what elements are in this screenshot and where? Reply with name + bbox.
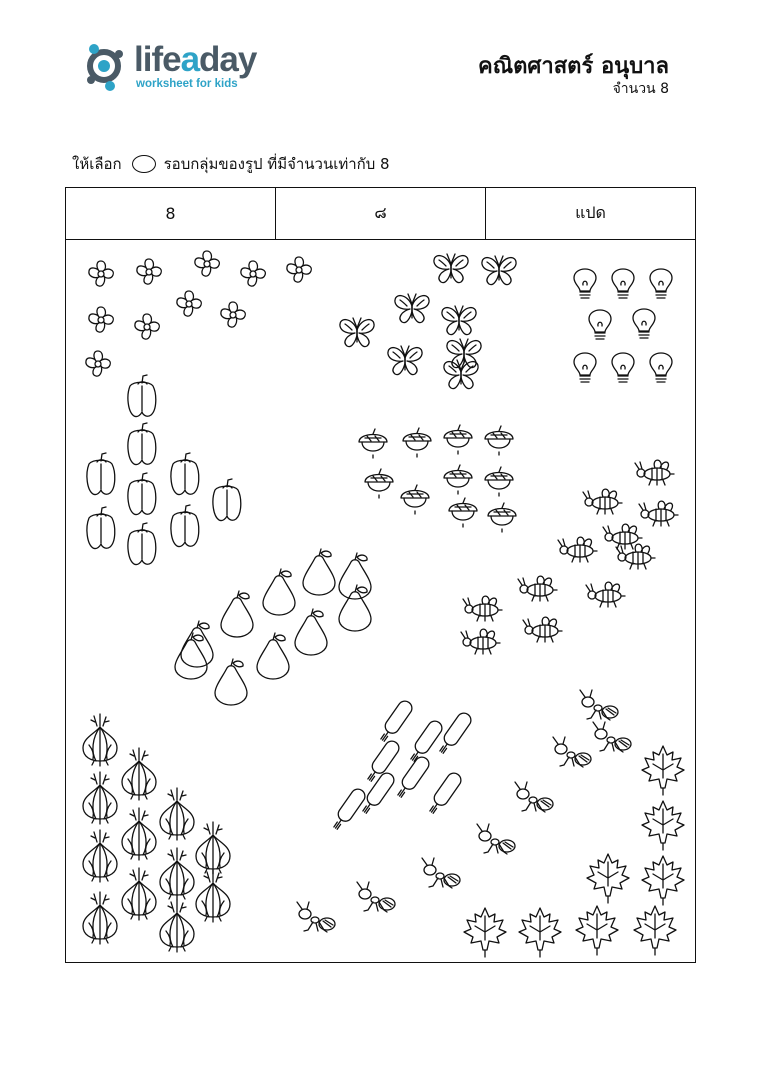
bell-pepper-picture <box>128 473 156 515</box>
ant-picture <box>553 737 591 767</box>
bell-pepper-picture <box>171 505 199 547</box>
butterfly-picture <box>447 339 481 368</box>
molecule-logo-icon <box>82 40 130 92</box>
bell-pepper-picture <box>171 453 199 495</box>
bell-pepper-picture <box>87 507 115 549</box>
ant-picture <box>515 782 553 812</box>
flower-picture <box>287 257 311 282</box>
ant-picture <box>422 858 460 888</box>
bee-group <box>461 460 678 654</box>
onion-picture <box>83 892 117 944</box>
pear-picture <box>295 609 327 655</box>
light-bulb-picture <box>612 269 634 298</box>
bell-pepper-group <box>87 375 241 565</box>
light-bulb-group <box>574 269 672 382</box>
ant-picture <box>297 902 335 932</box>
maple-leaf-picture <box>576 906 618 955</box>
acorn-picture <box>485 426 513 455</box>
acorn-picture <box>403 428 431 457</box>
butterfly-picture <box>482 256 516 285</box>
popsicle-picture <box>364 738 402 784</box>
onion-picture <box>196 822 230 874</box>
light-bulb-picture <box>574 353 596 382</box>
onion-picture <box>122 808 156 860</box>
onion-picture <box>160 788 194 840</box>
bell-pepper-picture <box>213 479 241 521</box>
picture-area <box>65 238 696 962</box>
light-bulb-picture <box>612 353 634 382</box>
maple-leaf-picture <box>519 908 561 957</box>
bell-pepper-picture <box>128 523 156 565</box>
acorn-picture <box>401 485 429 514</box>
bell-pepper-picture <box>87 453 115 495</box>
flower-picture <box>221 302 245 327</box>
light-bulb-picture <box>589 310 611 339</box>
onion-picture <box>83 772 117 824</box>
flower-picture <box>177 291 201 316</box>
acorn-picture <box>449 498 477 527</box>
bee-picture <box>518 576 557 601</box>
acorn-picture <box>444 425 472 454</box>
instruction-prefix: ให้เลือก <box>72 155 122 173</box>
answer-thai-numeral: ๘ <box>275 188 485 239</box>
instruction <box>72 152 390 176</box>
brand-name: lifeaday <box>134 40 257 79</box>
pear-picture <box>215 659 247 705</box>
onion-picture <box>160 900 194 952</box>
bell-pepper-picture <box>128 423 156 465</box>
flower-picture <box>195 251 219 276</box>
acorn-picture <box>359 429 387 458</box>
pear-picture <box>263 569 295 615</box>
answer-thai-word: แปด <box>485 188 695 239</box>
bee-picture <box>523 617 562 642</box>
bee-picture <box>635 460 674 485</box>
answer-header-row <box>66 188 695 240</box>
onion-picture <box>196 870 230 922</box>
butterfly-picture <box>395 294 429 323</box>
ant-picture <box>593 722 631 752</box>
bee-picture <box>616 544 655 569</box>
bee-picture <box>583 489 622 514</box>
ant-picture <box>357 882 395 912</box>
brand-tagline: worksheet for kids <box>136 78 238 90</box>
page-subtitle: จำนวน 8 <box>612 81 669 97</box>
butterfly-picture <box>434 254 468 283</box>
circle-icon <box>132 155 156 173</box>
light-bulb-picture <box>650 269 672 298</box>
pear-picture <box>303 549 335 595</box>
maple-leaf-picture <box>642 746 684 795</box>
pear-picture <box>339 585 371 631</box>
light-bulb-picture <box>650 353 672 382</box>
flower-picture <box>137 259 161 284</box>
flower-picture <box>89 261 113 286</box>
onion-picture <box>83 830 117 882</box>
bee-picture <box>586 582 625 607</box>
acorn-picture <box>485 467 513 496</box>
answer-arabic-numeral: 8 <box>165 204 176 223</box>
popsicle-picture <box>394 754 432 800</box>
bee-picture <box>639 501 678 526</box>
ant-picture <box>477 824 515 854</box>
flower-picture <box>86 351 110 376</box>
light-bulb-picture <box>633 309 655 338</box>
popsicle-picture <box>330 786 368 832</box>
flower-picture <box>135 314 159 339</box>
maple-leaf-picture <box>587 854 629 903</box>
butterfly-picture <box>340 318 374 347</box>
pear-picture <box>175 633 207 679</box>
flower-picture <box>241 261 265 286</box>
light-bulb-picture <box>574 269 596 298</box>
pear-picture <box>221 591 253 637</box>
popsicle-picture <box>407 718 445 764</box>
popsicle-group <box>330 698 474 832</box>
onion-picture <box>160 848 194 900</box>
popsicle-picture <box>436 710 474 756</box>
pear-group <box>175 549 371 705</box>
ant-group <box>297 690 631 932</box>
flower-picture <box>89 307 113 332</box>
butterfly-picture <box>442 306 476 335</box>
ant-picture <box>580 690 618 720</box>
bee-picture <box>461 629 500 654</box>
maple-leaf-picture <box>642 801 684 850</box>
instruction-text: รอบกลุ่มของรูป ที่มีจำนวนเท่ากับ 8 <box>163 155 390 173</box>
acorn-group <box>359 425 516 532</box>
popsicle-picture <box>426 770 464 816</box>
acorn-picture <box>488 503 516 532</box>
onion-picture <box>83 714 117 766</box>
onion-picture <box>122 748 156 800</box>
acorn-picture <box>365 469 393 498</box>
flower-group <box>86 251 311 376</box>
butterfly-picture <box>388 346 422 375</box>
acorn-picture <box>444 465 472 494</box>
butterfly-group <box>340 254 516 389</box>
maple-leaf-picture <box>642 856 684 905</box>
maple-leaf-picture <box>464 908 506 957</box>
page-title: คณิตศาสตร์ อนุบาล <box>478 54 669 79</box>
lifeaday-logo <box>82 38 282 96</box>
maple-leaf-picture <box>634 906 676 955</box>
onion-group <box>83 714 230 952</box>
onion-picture <box>122 868 156 920</box>
pear-picture <box>257 633 289 679</box>
bee-picture <box>463 596 502 621</box>
bee-picture <box>558 537 597 562</box>
popsicle-picture <box>377 698 415 744</box>
bell-pepper-picture <box>128 375 156 417</box>
